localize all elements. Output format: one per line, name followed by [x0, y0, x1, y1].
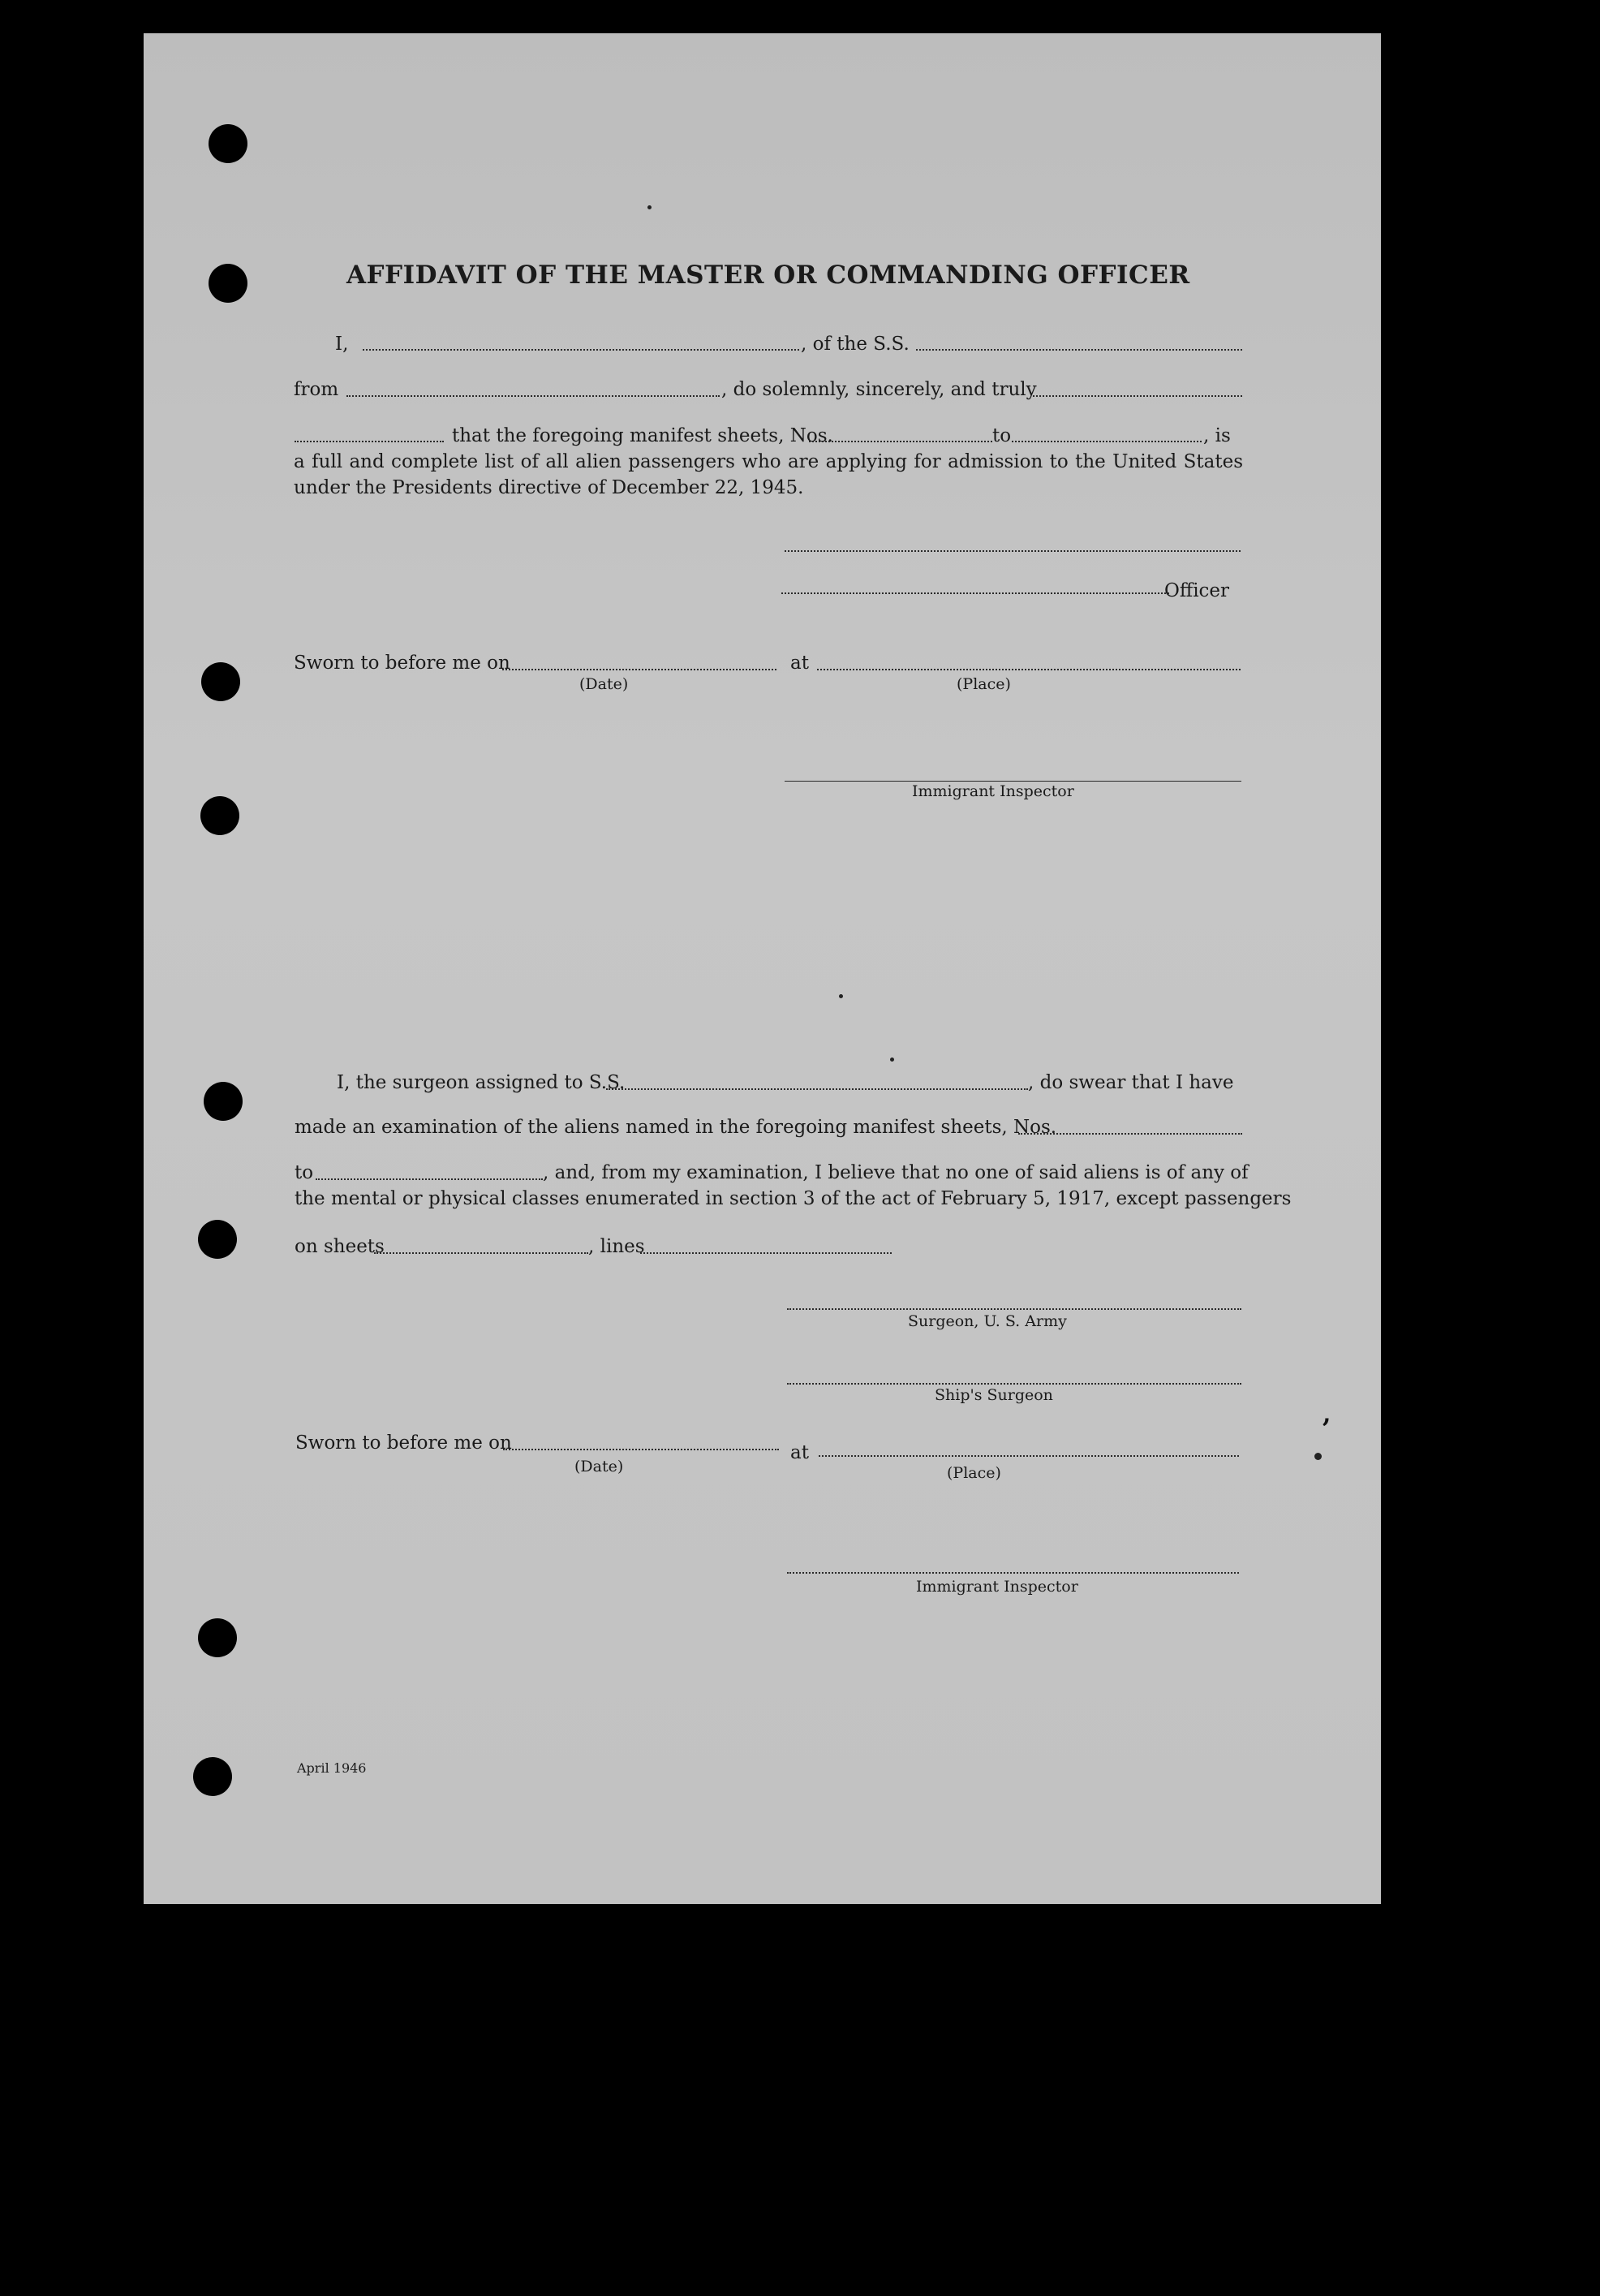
sworn2-inspector-line[interactable] — [787, 1572, 1239, 1574]
sworn2-date-caption: (Date) — [574, 1458, 624, 1475]
affirm-field[interactable] — [295, 441, 444, 442]
swear-label: , do swear that I have — [1028, 1072, 1234, 1093]
except-sheets-field[interactable] — [374, 1252, 588, 1254]
belief-text: , and, from my examination, I believe that no one of said aliens is of any of — [543, 1162, 1249, 1183]
master-name-field[interactable] — [363, 349, 799, 351]
ship-surgeon-caption: Ship's Surgeon — [935, 1386, 1053, 1404]
classes-text: the mental or physical classes enumerated in section 3 of the act of February 5, 1917, except passengers — [295, 1188, 1292, 1209]
stray-mark: , — [1323, 1400, 1331, 1428]
sworn1-place-field[interactable] — [817, 669, 1241, 670]
speck — [1314, 1453, 1322, 1460]
sworn2-date-field[interactable] — [503, 1449, 779, 1450]
form-title: AFFIDAVIT OF THE MASTER OR COMMANDING OFFICER — [346, 261, 1190, 290]
of-ss-label: , of the S.S. — [801, 334, 910, 355]
lines-label: , lines — [588, 1236, 645, 1257]
punch-hole — [209, 264, 247, 303]
sworn1-at-label: at — [790, 653, 809, 674]
speck — [647, 205, 652, 209]
i-label: I, — [335, 334, 349, 355]
sworn1-date-field[interactable] — [502, 669, 776, 670]
punch-hole — [209, 124, 247, 163]
punch-hole — [198, 1618, 237, 1657]
punch-hole — [198, 1220, 237, 1259]
officer-title-field[interactable] — [781, 592, 1169, 594]
sworn2-at-label: at — [790, 1442, 809, 1463]
form-page — [144, 33, 1381, 1904]
ship-surgeon-signature-line[interactable] — [787, 1383, 1241, 1385]
exam-label: made an examination of the aliens named in the foregoing manifest sheets, Nos. — [295, 1117, 1057, 1138]
sworn1-date-caption: (Date) — [579, 675, 629, 693]
sworn1-inspector-line[interactable] — [785, 781, 1241, 782]
manifest-label: that the foregoing manifest sheets, Nos. — [452, 425, 833, 446]
sworn2-inspector-caption: Immigrant Inspector — [916, 1578, 1078, 1596]
master-statement: a full and complete list of all alien passengers who are applying for admission to the United States under the Presidents directive of December 22, 1945. — [294, 451, 1243, 498]
officer-label: Officer — [1164, 580, 1230, 601]
punch-hole — [193, 1757, 232, 1796]
surgeon-to-label: to — [295, 1162, 314, 1183]
sworn2-place-field[interactable] — [819, 1455, 1239, 1457]
except-lines-field[interactable] — [640, 1252, 892, 1254]
army-surgeon-caption: Surgeon, U. S. Army — [908, 1312, 1067, 1330]
to-label: to — [992, 425, 1012, 446]
form-date: April 1946 — [297, 1760, 367, 1776]
is-label: , is — [1203, 425, 1231, 446]
solemnly-label: , do solemnly, sincerely, and truly — [721, 379, 1037, 400]
from-label: from — [294, 379, 339, 400]
ship-name-field[interactable] — [916, 349, 1242, 351]
sworn2-label: Sworn to before me on — [295, 1432, 512, 1454]
on-sheets-label: on sheets — [295, 1236, 385, 1257]
punch-hole — [204, 1082, 243, 1121]
exam-sheets-from-field[interactable] — [1018, 1133, 1242, 1135]
sheets-to-field[interactable] — [1012, 441, 1202, 442]
punch-hole — [200, 796, 239, 835]
from-port-field[interactable] — [346, 395, 720, 397]
sworn1-place-caption: (Place) — [957, 675, 1011, 693]
truly-field[interactable] — [1033, 395, 1242, 397]
sworn1-inspector-caption: Immigrant Inspector — [912, 782, 1074, 800]
army-surgeon-signature-line[interactable] — [787, 1308, 1241, 1310]
sworn1-label: Sworn to before me on — [294, 653, 510, 674]
sheets-from-field[interactable] — [809, 441, 992, 442]
exam-sheets-to-field[interactable] — [316, 1178, 543, 1180]
speck — [890, 1058, 894, 1062]
punch-hole — [201, 662, 240, 701]
speck — [839, 994, 843, 998]
sworn2-place-caption: (Place) — [947, 1464, 1001, 1482]
surgeon-ship-field[interactable] — [606, 1088, 1028, 1090]
officer-signature-line[interactable] — [785, 550, 1241, 552]
surgeon-intro: I, the surgeon assigned to S.S. — [337, 1072, 626, 1093]
